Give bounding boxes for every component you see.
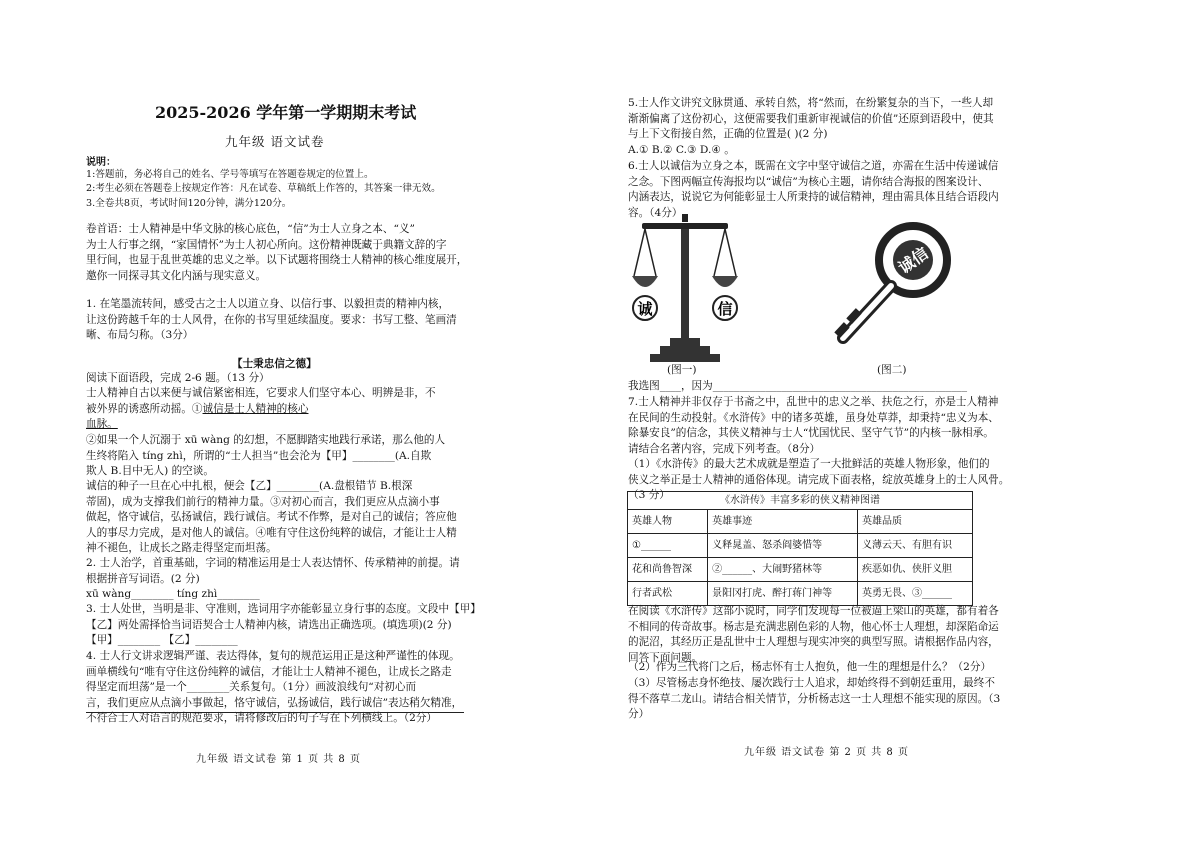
scale-char-right: 信	[717, 300, 733, 318]
table-header-cell: 英雄事迹	[708, 510, 858, 534]
exam-subtitle: 九年级 语文试卷	[225, 134, 325, 149]
reading-intro: 阅读下面语段，完成 2-6 题。（13 分）	[86, 372, 270, 384]
exam-title: 2025-2026 学年第一学期期末考试	[155, 103, 417, 122]
page-footer-2: 九年级 语文试卷 第 2 页 共 8 页	[744, 747, 909, 758]
note-1: 1:答题前，务必将自己的姓名、学号等填写在答题卷规定的位置上。	[86, 169, 374, 180]
question-3: 3. 士人处世，当明是非、守准则，选词用字亦能彰显立身行事的态度。文段中【甲】 【乙】两处需择恰当词语契合士人精神内核，请选出正确选项。(填选项)(2 分)	[86, 603, 481, 631]
underlined-sentence: 诚信是士人精神的核心	[202, 402, 309, 415]
question-7-part-3: （3）尽管杨志身怀绝技、屡次践行士人追求，却始终得不到朝廷重用，最终不 得不落草二龙山。请结合相关情节，分析杨志这一士人理想不能实现的原因。（3 分）	[628, 677, 1001, 720]
answer-line[interactable]	[86, 712, 464, 713]
table-header-cell: 英雄人物	[628, 510, 708, 534]
scale-char-left: 诚	[637, 300, 653, 318]
table-cell: 疾恶如仇、侠肝义胆	[857, 558, 972, 582]
hero-table-caption: 《水浒传》丰富多彩的侠义精神图谱	[628, 492, 973, 510]
exam-page-2	[600, 0, 1200, 849]
question-7-part-1: （1）《水浒传》的最大艺术成就是塑造了一大批鲜活的英雄人物形象，他们的 侠义之举正是士人精神的通俗体现。请完成下面表格，绽放英雄身上的士人风骨。 （3 分）	[628, 458, 1010, 501]
question-7-part-2: （2）作为三代将门之后，杨志怀有士人抱负，他一生的理想是什么？（2分）	[628, 661, 992, 673]
question-4: 4. 士人行文讲求逻辑严谨、表达得体，复句的规范运用正是这种严谨性的体现。 画单横线句“唯有守住这份纯粹的诚信，才能让士人精神不褪色，让成长之路走 得坚定而坦荡”是一个________关系复句。（1分）画波浪线句“对初心而 言，我们更应从点滴小事做起，恪守诚信，弘扬诚信，践行诚信”表达稍欠精准， 不符合士人对语言的规范要求，请将修改后的句子写在下列横线上。（2分）	[86, 650, 463, 724]
question-2: 2. 士人治学，首重基础，字词的精准运用是士人表达情怀、传承精神的前提。请 根据拼音写词语。(2 分)	[86, 557, 460, 585]
note-2: 2:考生必须在答题卷上按规定作答：凡在试卷、草稿纸上作答的，其答案一律无效。	[86, 183, 441, 194]
table-cell[interactable]: ①______	[628, 534, 708, 558]
page-footer-1: 九年级 语文试卷 第 1 页 共 8 页	[196, 754, 361, 765]
hero-table	[627, 491, 973, 606]
note-3: 3.全卷共8页，考试时间120分钟，满分120分。	[86, 198, 292, 209]
table-cell: 义释晁盖、怒杀阎婆惜等	[708, 534, 858, 558]
key-text: 诚信	[894, 243, 932, 278]
table-cell: 景阳冈打虎、醉打蒋门神等	[708, 582, 858, 606]
scale-poster-figure	[630, 212, 740, 364]
figure-2-caption: (图二)	[877, 364, 907, 376]
notes-heading: 说明：	[86, 157, 116, 168]
table-row	[628, 582, 973, 606]
question-2-pinyin: xū wàng________ tíng zhì________	[86, 588, 260, 600]
table-row	[628, 558, 973, 582]
question-6: 6.士人以诚信为立身之本，既需在文字中坚守诚信之道，亦需在生活中传递诚信 之念。下图两幅宣传海报均以“诚信”为核心主题，请你结合海报的图案设计、 内涵表达，说说它为何能彰显士人所秉持的诚信精神，理由需具体且结合语段内 容。（4分）	[628, 160, 999, 219]
question-7: 7.士人精神并非仅存于书斋之中，乱世中的忠义之举、扶危之行，亦是士人精神 在民间的生动投射。《水浒传》中的诸多英雄，虽身处草莽，却秉持“忠义为本、 除暴安良”的信念，其侠义精神与士人“忧国忧民、坚守气节”的内核一脉相承。 请结合名著内容，完成下列考查。（8分）	[628, 396, 999, 455]
passage-paragraph-1: 士人精神自古以来便与诚信紧密相连，它要求人们坚守本心、明辨是非，不 被外界的诱惑所动摇。①诚信是士人精神的核心	[86, 387, 436, 415]
table-header-row	[628, 510, 973, 534]
table-row	[628, 534, 973, 558]
question-3-blanks: 【甲】________ 【乙】________	[86, 634, 238, 646]
table-cell: 行者武松	[628, 582, 708, 606]
figure-choice-prompt: 我选图____，因为________________________________________________	[628, 380, 967, 392]
passage-paragraph-2: ②如果一个人沉溺于 xū wàng 的幻想，不愿脚踏实地践行承诺，那么他的人 生终将陷入 tíng zhì，所谓的“士人担当”也会沦为【甲】________(A.自欺 欺人 B.目中无人) 的空谈。	[86, 434, 446, 477]
table-cell[interactable]: 英勇无畏、③______	[857, 582, 972, 606]
table-header-cell: 英雄品质	[857, 510, 972, 534]
table-cell: 花和尚鲁智深	[628, 558, 708, 582]
question-7-context: 在阅读《水浒传》这部小说时，同学们发现每一位被逼上梁山的英雄，都有着各 不相同的传奇故事。杨志是充满悲剧色彩的人物，他心怀士人理想，却深陷命运 的泥沼，其经历正是乱世中士人理想与现实冲突的典型写照。请根据作品内容， 回答下面问题。	[628, 605, 999, 664]
key-poster-figure	[833, 222, 953, 352]
table-cell: 义薄云天、有胆有识	[857, 534, 972, 558]
figure-1-caption: (图一)	[667, 364, 697, 376]
question-5: 5.士人作文讲究文脉贯通、承转自然，将“然而，在纷繁复杂的当下，一些人却 渐渐偏离了这份初心，这便需要我们重新审视诚信的价值”还原到语段中，使其 与上下文衔接自然，正确的位置是( )(2 分)	[628, 97, 994, 140]
passage-paragraph-1-end: 血脉。	[86, 418, 118, 430]
table-cell[interactable]: ②______、大闹野猪林等	[708, 558, 858, 582]
passage-paragraph-3: 诚信的种子一旦在心中扎根，便会【乙】________(A.盘根错节 B.根深 蒂固)，成为支撑我们前行的精神力量。③对初心而言，我们更应从点滴小事 做起，恪守诚信，弘扬诚信，践行诚信。考试不作弊，是对自己的诚信；答应他 人的事尽力完成，是对他人的诚信。④唯有守住这份纯粹的诚信，才能让士人精 神不褪色，让成长之路走得坚定而坦荡。	[86, 480, 457, 554]
preface: 卷首语：士人精神是中华文脉的核心底色，“信”为士人立身之本、“义” 为士人行事之纲，“家国情怀”为士人初心所向。这份精神既藏于典籍文辞的字 里行间，也显于乱世英雄的忠义之举。以下试题将围绕士人精神的核心维度展开， 邀你一同探寻其文化内涵与现实意义。	[86, 223, 468, 282]
question-1: 1. 在笔墨流转间，感受古之士人以道立身、以信行事、以毅担责的精神内核， 让这份跨越千年的士人风骨，在你的书写里延续温度。要求：书写工整、笔画清 晰、布局匀称。（3分）	[86, 298, 457, 341]
question-5-options: A.① B.② C.③ D.④ 。	[628, 144, 735, 156]
section-title: 【士秉忠信之德】	[232, 358, 317, 370]
